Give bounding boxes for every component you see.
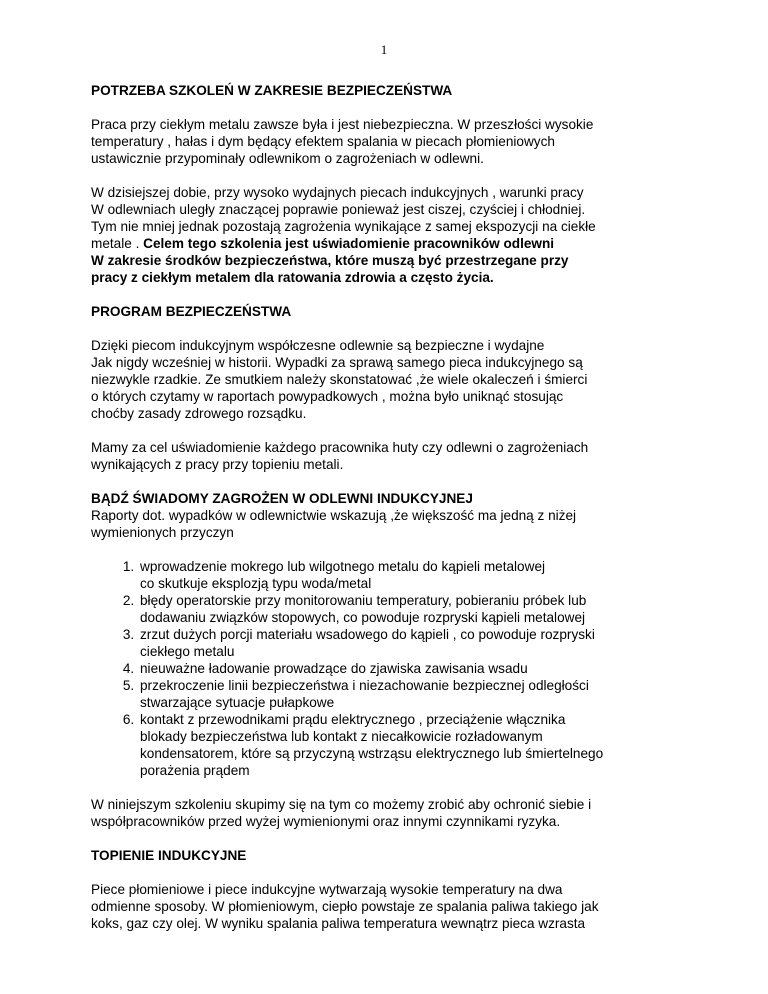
text-line: [91, 235, 691, 252]
text-line: ciekłego metalu: [140, 644, 235, 659]
list-item: [138, 592, 691, 626]
text-line: temperatury , hałas i dym będący efektem spalania w piecach płomieniowych: [91, 134, 555, 149]
list-item: [138, 711, 691, 779]
text-fragment: metale .: [91, 236, 144, 251]
section-heading-induction-melting: TOPIENIE INDUKCYJNE: [91, 848, 247, 863]
text-line: 2. błędy operatorskie przy monitorowaniu temperatury, pobieraniu próbek lub: [140, 593, 587, 608]
page-number: 1: [380, 42, 388, 57]
text-line: 6. kontakt z przewodnikami prądu elektrycznego , przeciążenie włącznika: [140, 712, 566, 727]
paragraph: [91, 116, 691, 167]
text-line: 1. wprowadzenie mokrego lub wilgotnego metalu do kąpieli metalowej: [140, 559, 546, 574]
text-line: koks, gaz czy olej. W wyniku spalania paliwa temperatura wewnątrz pieca wzrasta: [91, 916, 586, 931]
paragraph: [91, 184, 691, 286]
text-line: ustawicznie przypominały odlewnikom o zagrożeniach w odlewni.: [91, 151, 484, 166]
section-heading-safety-program: PROGRAM BEZPIECZEŃSTWA: [91, 304, 292, 319]
text-line: W niniejszym szkoleniu skupimy się na tym co możemy zrobić aby ochronić siebie i: [91, 797, 592, 812]
accident-causes-list: [91, 558, 691, 779]
text-line: blokady bezpieczeństwa lub kontakt z niecałkowicie rozładowanym: [140, 729, 543, 744]
text-line: niezwykle rzadkie. Ze smutkiem należy skonstatować ,że wiele okaleczeń i śmierci: [91, 372, 588, 387]
text-line: 4. nieuważne ładowanie prowadzące do zjawiska zawisania wsadu: [140, 661, 528, 676]
text-line: porażenia prądem: [140, 763, 250, 778]
text-line: Jak nigdy wcześniej w historii. Wypadki za sprawą samego pieca indukcyjnego są: [91, 355, 583, 370]
text-line: co skutkuje eksplozją typu woda/metal: [140, 576, 372, 591]
text-line: W dzisiejszej dobie, przy wysoko wydajnych piecach indukcyjnych , warunki pracy: [91, 185, 584, 200]
text-line: 3. zrzut dużych porcji materiału wsadowego do kąpieli , co powoduje rozpryski: [140, 627, 595, 642]
text-line: odmienne sposoby. W płomieniowym, ciepło powstaje ze spalania paliwa takiego jak: [91, 899, 599, 914]
text-line: o których czytamy w raportach powypadkowych , można było uniknąć stosując: [91, 389, 564, 404]
text-line: wynikających z pracy przy topieniu metali.: [91, 457, 344, 472]
paragraph: [91, 796, 691, 830]
text-line: W odlewniach uległy znaczącej poprawie ponieważ jest ciszej, czyściej i chłodniej.: [91, 202, 586, 217]
text-line: wymienionych przyczyn: [91, 525, 234, 540]
section-heading-hazard-awareness: BĄDŹ ŚWIADOMY ZAGROŻEN W ODLEWNI INDUKCYJNEJ: [91, 491, 473, 506]
paragraph: [91, 507, 691, 541]
bold-text-line: pracy z ciekłym metalem dla ratowania zdrowia a często życia.: [91, 270, 494, 285]
text-line: współpracowników przed wyżej wymienionymi oraz innymi czynnikami ryzyka.: [91, 814, 561, 829]
bold-text-line: W zakresie środków bezpieczeństwa, które muszą być przestrzegane przy: [91, 253, 569, 268]
text-line: choćby zasady zdrowego rozsądku.: [91, 406, 307, 421]
text-line: Mamy za cel uświadomienie każdego pracownika huty czy odlewni o zagrożeniach: [91, 440, 589, 455]
section-heading-training-need: POTRZEBA SZKOLEŃ W ZAKRESIE BEZPIECZEŃSTWA: [91, 83, 453, 98]
text-line: dodawaniu związków stopowych, co powoduje rozpryski kąpieli metalowej: [140, 610, 586, 625]
list-item: [138, 660, 691, 677]
text-line: kondensatorem, które są przyczyną wstrząsu elektrycznego lub śmiertelnego: [140, 746, 604, 761]
paragraph: [91, 439, 691, 473]
list-item: [138, 558, 691, 592]
text-line: Praca przy ciekłym metalu zawsze była i jest niebezpieczna. W przeszłości wysokie: [91, 117, 594, 132]
paragraph: [91, 881, 691, 932]
paragraph: [91, 337, 691, 422]
list-item: [138, 677, 691, 711]
text-line: Piece płomieniowe i piece indukcyjne wytwarzają wysokie temperatury na dwa: [91, 882, 563, 897]
text-line: Tym nie mniej jednak pozostają zagrożenia wynikające z samej ekspozycji na ciekłe: [91, 219, 596, 234]
text-line: Raporty dot. wypadków w odlewnictwie wskazują ,że większość ma jedną z niżej: [91, 508, 577, 523]
text-line: 5. przekroczenie linii bezpieczeństwa i niezachowanie bezpiecznej odległości: [140, 678, 589, 693]
text-line: Dzięki piecom indukcyjnym współczesne odlewnie są bezpieczne i wydajne: [91, 338, 545, 353]
list-item: [138, 626, 691, 660]
text-line: stwarzające sytuacje pułapkowe: [140, 695, 335, 710]
document-body: [91, 82, 691, 949]
bold-text-fragment: Celem tego szkolenia jest uświadomienie pracowników odlewni: [143, 236, 555, 251]
